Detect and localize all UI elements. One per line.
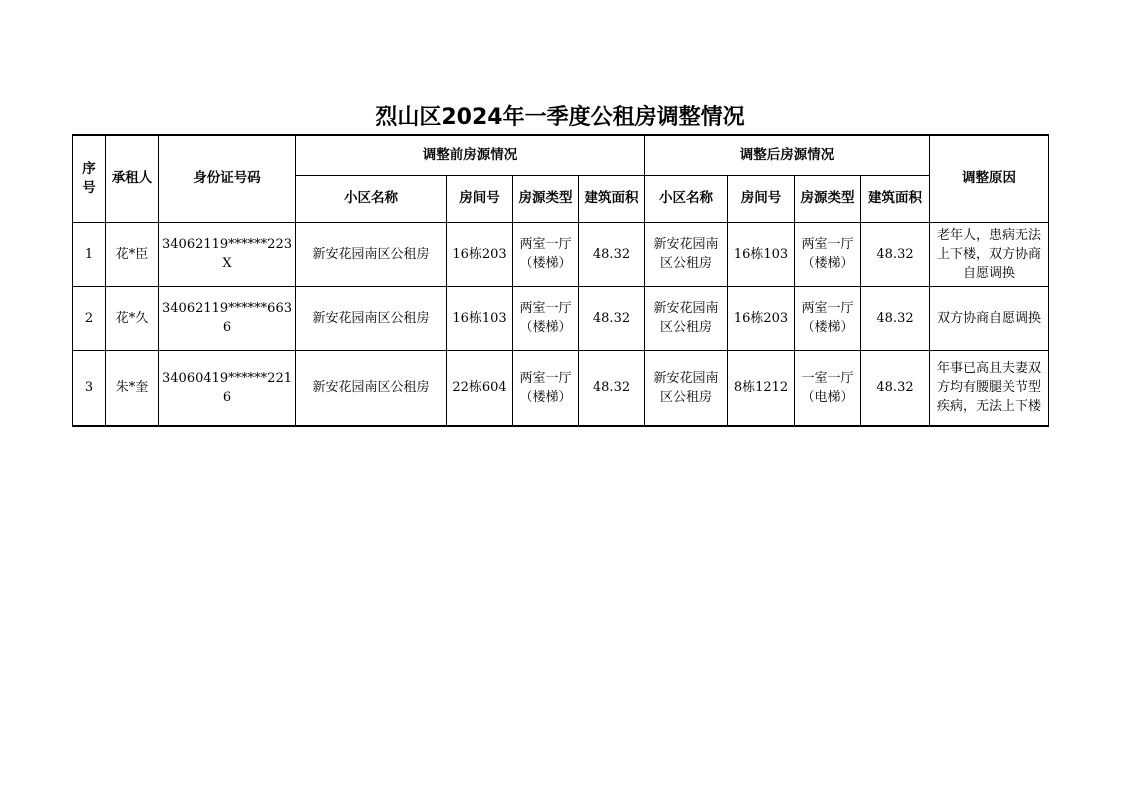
cell-after-area: 48.32 [861,222,930,286]
cell-id-number: 34060419******2216 [159,350,296,426]
header-after-room: 房间号 [728,175,795,222]
header-id-number: 身份证号码 [159,135,296,222]
cell-after-type: 一室一厅（电梯） [795,350,861,426]
header-before-room: 房间号 [447,175,513,222]
header-before-group: 调整前房源情况 [296,135,645,175]
header-after-area: 建筑面积 [861,175,930,222]
header-after-community: 小区名称 [645,175,728,222]
cell-id-number: 34062119******6636 [159,286,296,350]
cell-before-area: 48.32 [579,222,645,286]
cell-reason: 年事已高且夫妻双方均有腰腿关节型疾病，无法上下楼 [930,350,1049,426]
header-before-type: 房源类型 [513,175,579,222]
header-tenant: 承租人 [106,135,159,222]
cell-after-type: 两室一厅（楼梯） [795,222,861,286]
cell-after-room: 16栋103 [728,222,795,286]
page-title: 烈山区2024年一季度公租房调整情况 [375,105,745,130]
table-row [73,286,1049,350]
cell-before-room: 16栋103 [447,286,513,350]
adjustment-table [72,134,1049,427]
cell-after-community: 新安花园南区公租房 [645,350,728,426]
header-seq: 序号 [73,135,106,222]
cell-before-type: 两室一厅（楼梯） [513,350,579,426]
table-row [73,350,1049,426]
cell-reason: 双方协商自愿调换 [930,286,1049,350]
cell-after-community: 新安花园南区公租房 [645,222,728,286]
cell-id-number: 34062119******223X [159,222,296,286]
cell-before-type: 两室一厅（楼梯） [513,222,579,286]
cell-after-area: 48.32 [861,286,930,350]
cell-seq: 2 [73,286,106,350]
cell-tenant: 花*臣 [106,222,159,286]
header-before-area: 建筑面积 [579,175,645,222]
header-before-community: 小区名称 [296,175,447,222]
cell-before-room: 22栋604 [447,350,513,426]
cell-before-community: 新安花园南区公租房 [296,222,447,286]
cell-after-type: 两室一厅（楼梯） [795,286,861,350]
cell-seq: 3 [73,350,106,426]
cell-before-room: 16栋203 [447,222,513,286]
cell-after-area: 48.32 [861,350,930,426]
cell-before-community: 新安花园南区公租房 [296,350,447,426]
cell-after-room: 8栋1212 [728,350,795,426]
header-after-group: 调整后房源情况 [645,135,930,175]
cell-before-area: 48.32 [579,350,645,426]
cell-tenant: 花*久 [106,286,159,350]
cell-after-community: 新安花园南区公租房 [645,286,728,350]
cell-before-type: 两室一厅（楼梯） [513,286,579,350]
cell-tenant: 朱*奎 [106,350,159,426]
cell-seq: 1 [73,222,106,286]
cell-before-community: 新安花园南区公租房 [296,286,447,350]
header-after-type: 房源类型 [795,175,861,222]
cell-before-area: 48.32 [579,286,645,350]
table-row [73,222,1049,286]
cell-reason: 老年人，患病无法上下楼，双方协商自愿调换 [930,222,1049,286]
cell-after-room: 16栋203 [728,286,795,350]
header-reason: 调整原因 [930,135,1049,222]
